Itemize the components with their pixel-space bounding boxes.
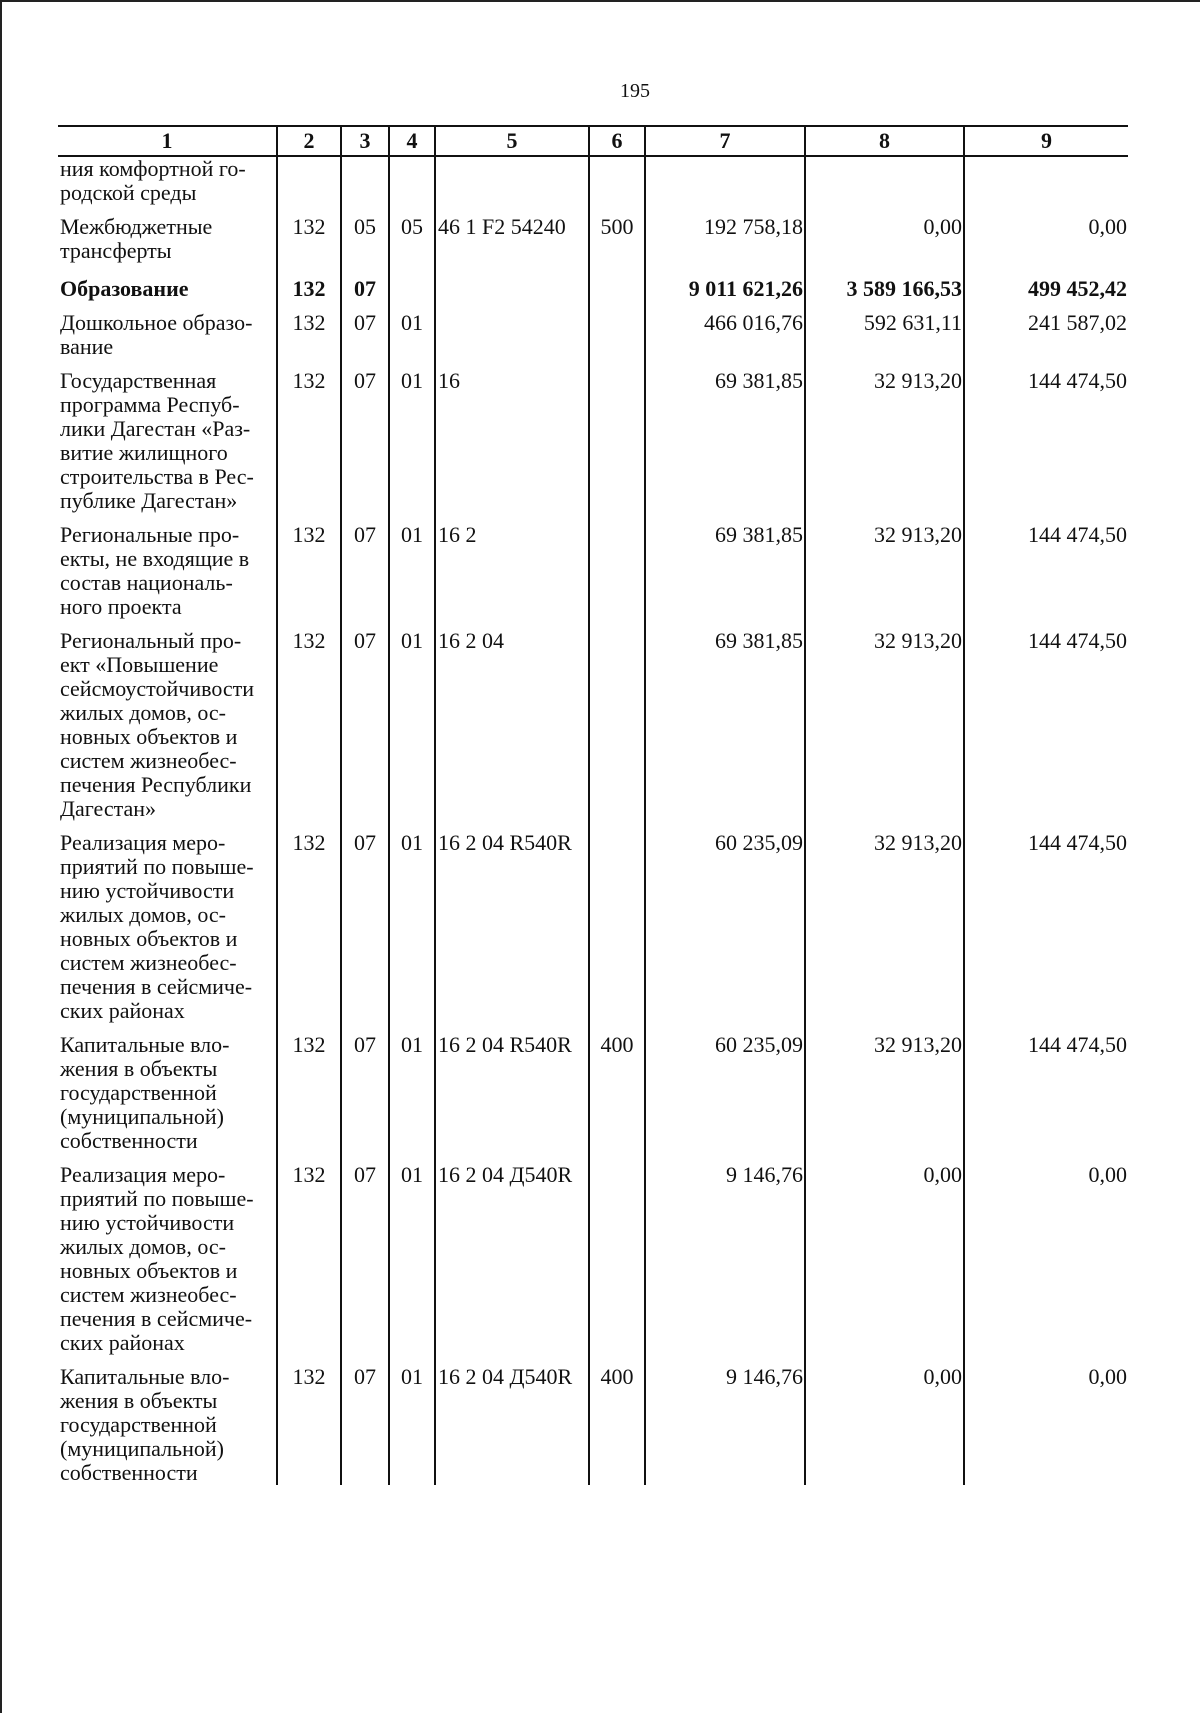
amount-col9-cell: 144 474,50 <box>964 369 1128 513</box>
spacer-cell <box>589 301 645 311</box>
column-header: 8 <box>805 126 964 156</box>
spacer-cell <box>589 821 645 831</box>
table-row <box>58 1033 1128 1153</box>
table-row <box>58 629 1128 821</box>
table-body <box>58 156 1128 1485</box>
scan-edge-top <box>0 0 1200 2</box>
target-article-cell: 46 1 F2 54240 <box>435 215 589 263</box>
subsection-code-cell <box>389 277 435 301</box>
amount-col8-cell: 32 913,20 <box>805 523 964 619</box>
subsection-code-cell: 01 <box>389 369 435 513</box>
table-row <box>58 1365 1128 1485</box>
amount-col9-cell: 144 474,50 <box>964 523 1128 619</box>
admin-code-cell: 132 <box>277 311 341 359</box>
subsection-code-cell <box>389 156 435 205</box>
amount-col7-cell <box>645 156 805 205</box>
amount-col7-cell: 9 146,76 <box>645 1365 805 1485</box>
column-header: 3 <box>341 126 389 156</box>
section-code-cell <box>341 156 389 205</box>
amount-col7-cell: 9 146,76 <box>645 1163 805 1355</box>
row-name-cell: Дошкольное образо- вание <box>60 310 253 359</box>
amount-col9-cell <box>964 156 1128 205</box>
section-code-cell: 05 <box>341 215 389 263</box>
table-row <box>58 156 1128 205</box>
table-row <box>58 215 1128 263</box>
amount-col9-cell: 0,00 <box>964 1163 1128 1355</box>
subsection-code-cell: 01 <box>389 1365 435 1485</box>
target-article-cell: 16 <box>435 369 589 513</box>
column-header: 5 <box>435 126 589 156</box>
amount-col8-cell: 32 913,20 <box>805 369 964 513</box>
subsection-code-cell: 01 <box>389 1163 435 1355</box>
row-name-cell: Региональный про- ект «Повышение сейсмоустойчивости жилых домов, ос- новных объектов и систем жизнеобес- печения Республики Дагестан» <box>60 628 255 821</box>
admin-code-cell: 132 <box>277 1365 341 1485</box>
column-header: 6 <box>589 126 645 156</box>
table-row <box>58 523 1128 619</box>
expense-type-cell <box>589 156 645 205</box>
row-name-cell: Реализация меро- приятий по повыше- нию устойчивости жилых домов, ос- новных объектов и систем жизнеобес- печения в сейсмиче- ских районах <box>60 830 254 1023</box>
spacer-cell <box>964 263 1128 277</box>
amount-col9-cell: 241 587,02 <box>964 311 1128 359</box>
amount-col8-cell: 592 631,11 <box>805 311 964 359</box>
expense-type-cell <box>589 311 645 359</box>
budget-table <box>58 125 1128 1485</box>
subsection-code-cell: 05 <box>389 215 435 263</box>
column-header: 9 <box>964 126 1128 156</box>
target-article-cell: 16 2 04 Д540R <box>435 1365 589 1485</box>
subsection-code-cell: 01 <box>389 311 435 359</box>
amount-col7-cell: 69 381,85 <box>645 629 805 821</box>
amount-col8-cell: 0,00 <box>805 215 964 263</box>
table-row <box>58 831 1128 1023</box>
target-article-cell: 16 2 <box>435 523 589 619</box>
row-name-cell: ния комфортной го- родской среды <box>60 156 246 205</box>
amount-col7-cell: 69 381,85 <box>645 523 805 619</box>
spacer-cell <box>341 263 389 277</box>
expense-type-cell: 400 <box>589 1365 645 1485</box>
section-code-cell: 07 <box>341 369 389 513</box>
amount-col9-cell: 144 474,50 <box>964 831 1128 1023</box>
amount-col7-cell: 466 016,76 <box>645 311 805 359</box>
section-code-cell: 07 <box>341 1365 389 1485</box>
admin-code-cell: 132 <box>277 1163 341 1355</box>
spacer-cell <box>589 359 645 369</box>
table-header-row <box>58 126 1128 156</box>
table-row <box>58 369 1128 513</box>
subsection-code-cell: 01 <box>389 523 435 619</box>
expense-type-cell <box>589 369 645 513</box>
table-row <box>58 277 1128 301</box>
admin-code-cell <box>277 156 341 205</box>
amount-col8-cell <box>805 156 964 205</box>
subsection-code-cell: 01 <box>389 1033 435 1153</box>
admin-code-cell: 132 <box>277 369 341 513</box>
expense-type-cell <box>589 523 645 619</box>
section-code-cell: 07 <box>341 831 389 1023</box>
admin-code-cell: 132 <box>277 831 341 1023</box>
expense-type-cell <box>589 629 645 821</box>
amount-col9-cell: 499 452,42 <box>964 277 1128 301</box>
target-article-cell: 16 2 04 Д540R <box>435 1163 589 1355</box>
column-header: 1 <box>58 126 277 156</box>
amount-col8-cell: 32 913,20 <box>805 1033 964 1153</box>
spacer-cell <box>277 263 341 277</box>
spacer-cell <box>589 619 645 629</box>
expense-type-cell <box>589 1163 645 1355</box>
spacer-cell <box>805 263 964 277</box>
admin-code-cell: 132 <box>277 1033 341 1153</box>
row-spacer <box>58 359 1128 369</box>
row-name-cell: Региональные про- екты, не входящие в состав националь- ного проекта <box>60 522 250 619</box>
section-code-cell: 07 <box>341 523 389 619</box>
amount-col9-cell: 144 474,50 <box>964 1033 1128 1153</box>
row-name-cell: Межбюджетные трансферты <box>60 214 213 263</box>
amount-col8-cell: 32 913,20 <box>805 831 964 1023</box>
amount-col9-cell: 144 474,50 <box>964 629 1128 821</box>
amount-col7-cell: 60 235,09 <box>645 831 805 1023</box>
amount-col7-cell: 9 011 621,26 <box>645 277 805 301</box>
amount-col8-cell: 0,00 <box>805 1163 964 1355</box>
spacer-cell <box>589 1153 645 1163</box>
row-name-cell: Образование <box>60 276 189 301</box>
admin-code-cell: 132 <box>277 215 341 263</box>
column-header: 7 <box>645 126 805 156</box>
row-name-cell: Капитальные вло- жения в объекты государственной (муниципальной) собственности <box>60 1032 230 1153</box>
target-article-cell: 16 2 04 <box>435 629 589 821</box>
expense-type-cell <box>589 277 645 301</box>
amount-col8-cell: 3 589 166,53 <box>805 277 964 301</box>
subsection-code-cell: 01 <box>389 629 435 821</box>
section-code-cell: 07 <box>341 277 389 301</box>
subsection-code-cell: 01 <box>389 831 435 1023</box>
table-row <box>58 1163 1128 1355</box>
target-article-cell: 16 2 04 R540R <box>435 831 589 1023</box>
spacer-cell <box>435 263 589 277</box>
spacer-cell <box>389 263 435 277</box>
expense-type-cell: 400 <box>589 1033 645 1153</box>
target-article-cell <box>435 277 589 301</box>
column-header: 4 <box>389 126 435 156</box>
scan-edge-left <box>0 0 2 1713</box>
expense-type-cell <box>589 831 645 1023</box>
admin-code-cell: 132 <box>277 629 341 821</box>
spacer-cell <box>589 263 645 277</box>
amount-col7-cell: 192 758,18 <box>645 215 805 263</box>
target-article-cell: 16 2 04 R540R <box>435 1033 589 1153</box>
row-name-cell: Реализация меро- приятий по повыше- нию устойчивости жилых домов, ос- новных объектов и систем жизнеобес- печения в сейсмиче- ских районах <box>60 1162 254 1355</box>
row-name-cell: Государственная программа Респуб- лики Дагестан «Раз- витие жилищного строительства в Рес- публике Дагестан» <box>60 368 254 513</box>
section-code-cell: 07 <box>341 1033 389 1153</box>
row-spacer <box>58 205 1128 215</box>
expense-type-cell: 500 <box>589 215 645 263</box>
spacer-cell <box>58 263 277 277</box>
amount-col7-cell: 69 381,85 <box>645 369 805 513</box>
column-header: 2 <box>277 126 341 156</box>
spacer-cell <box>435 301 589 311</box>
section-code-cell: 07 <box>341 311 389 359</box>
page-number: 195 <box>620 80 650 102</box>
amount-col8-cell: 0,00 <box>805 1365 964 1485</box>
row-name-cell: Капитальные вло- жения в объекты государственной (муниципальной) собственности <box>60 1364 230 1485</box>
amount-col8-cell: 32 913,20 <box>805 629 964 821</box>
row-spacer <box>58 263 1128 277</box>
spacer-cell <box>645 263 805 277</box>
table-row <box>58 311 1128 359</box>
target-article-cell <box>435 156 589 205</box>
admin-code-cell: 132 <box>277 277 341 301</box>
spacer-cell <box>589 513 645 523</box>
amount-col7-cell: 60 235,09 <box>645 1033 805 1153</box>
amount-col9-cell: 0,00 <box>964 215 1128 263</box>
target-article-cell <box>435 311 589 359</box>
section-code-cell: 07 <box>341 629 389 821</box>
admin-code-cell: 132 <box>277 523 341 619</box>
amount-col9-cell: 0,00 <box>964 1365 1128 1485</box>
section-code-cell: 07 <box>341 1163 389 1355</box>
